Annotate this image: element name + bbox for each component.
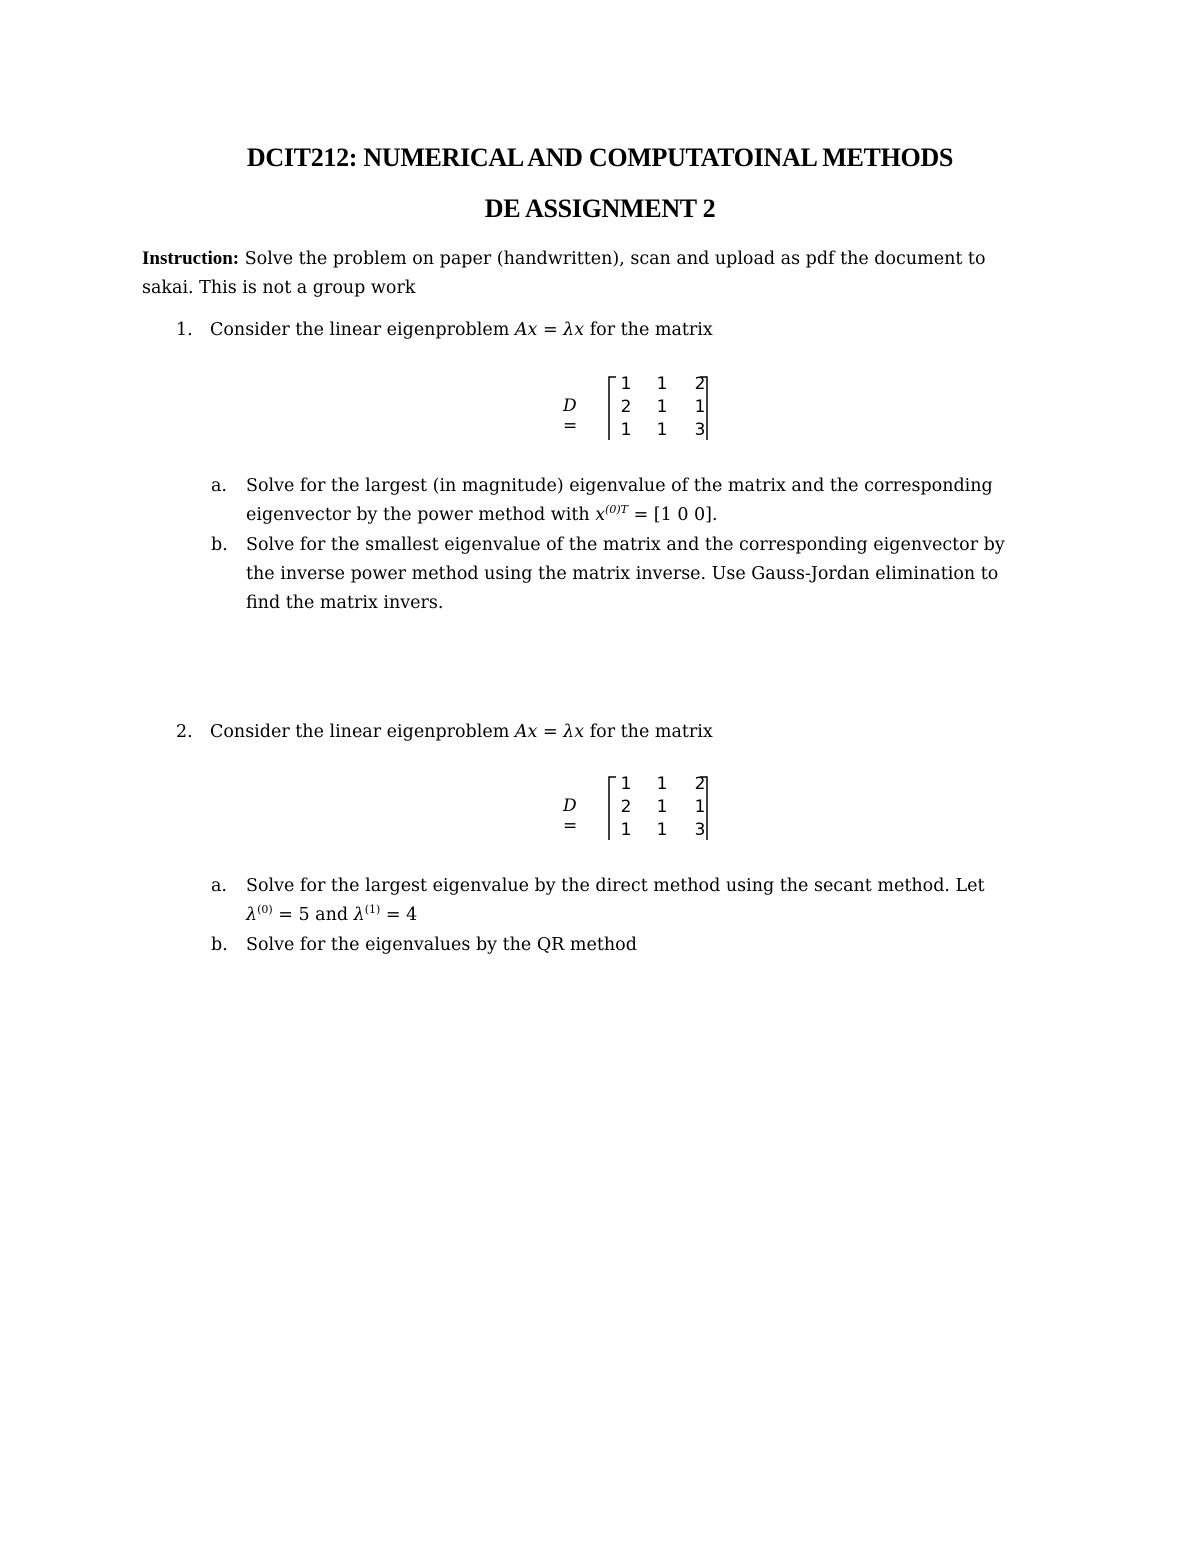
eigen-equation: Ax = λx xyxy=(514,722,585,742)
part-label: a. xyxy=(211,876,227,896)
part-label: b. xyxy=(211,935,228,955)
matrix-cell: 2 xyxy=(620,397,632,417)
x-vector: x xyxy=(595,505,606,525)
part-text-line3: find the matrix invers. xyxy=(246,593,444,613)
stem-suffix: for the matrix xyxy=(584,722,713,742)
question-stem xyxy=(210,718,713,747)
lambda-0-superscript: (0) xyxy=(257,903,273,916)
matrix-cell: 2 xyxy=(694,774,706,794)
part-text xyxy=(246,931,1061,960)
part-text xyxy=(246,472,1061,530)
part-text-line1: Solve for the eigenvalues by the QR method xyxy=(246,935,637,955)
part-text-line2: the inverse power method using the matrix inverse. Use Gauss-Jordan elimination to xyxy=(246,564,999,584)
document-subtitle: DE ASSIGNMENT 2 xyxy=(484,194,716,223)
instruction-text-line2: sakai. This is not a group work xyxy=(142,278,416,298)
instruction-text-line1: Solve the problem on paper (handwritten), scan and upload as pdf the document to xyxy=(239,249,986,269)
part-text-line2-prefix: eigenvector by the power method with xyxy=(246,505,596,525)
matrix-cell: 1 xyxy=(656,374,668,394)
matrix-cell: 1 xyxy=(620,774,632,794)
stem-suffix: for the matrix xyxy=(584,320,713,340)
part-label: a. xyxy=(211,476,227,496)
part-label: b. xyxy=(211,535,228,555)
question-number: 2. xyxy=(176,722,193,742)
lambda-1: λ xyxy=(353,905,365,925)
right-bracket-icon xyxy=(698,376,740,440)
matrix-cell: 1 xyxy=(656,420,668,440)
instruction-paragraph xyxy=(142,244,1062,303)
stem-prefix: Consider the linear eigenproblem xyxy=(210,320,515,340)
instruction-label: Instruction: xyxy=(142,248,240,269)
right-bracket-icon xyxy=(698,776,740,840)
question-number: 1. xyxy=(176,320,193,340)
initial-vector: = [1 0 0]. xyxy=(628,505,718,525)
matrix-cell: 1 xyxy=(694,397,706,417)
part-text-line1: Solve for the largest eigenvalue by the direct method using the secant method. Let xyxy=(246,876,985,896)
part-text-line1: Solve for the largest (in magnitude) eigenvalue of the matrix and the corresponding xyxy=(246,476,993,496)
matrix-label: D = xyxy=(563,796,578,836)
matrix-cell: 1 xyxy=(656,797,668,817)
x-superscript: (0)T xyxy=(605,503,628,516)
matrix-cell: 1 xyxy=(656,774,668,794)
matrix-cell: 2 xyxy=(694,374,706,394)
matrix-cell: 3 xyxy=(694,420,706,440)
matrix-cell: 1 xyxy=(620,374,632,394)
matrix-cell: 1 xyxy=(656,820,668,840)
lambda-mid-text: = 5 and xyxy=(272,905,354,925)
part-text-line1: Solve for the smallest eigenvalue of the matrix and the corresponding eigenvector by xyxy=(246,535,1005,555)
matrix-cell: 3 xyxy=(694,820,706,840)
matrix-label: D = xyxy=(563,396,578,436)
part-text xyxy=(246,872,1061,930)
matrix-cell: 1 xyxy=(656,397,668,417)
matrix-cell: 1 xyxy=(694,797,706,817)
lambda-1-superscript: (1) xyxy=(364,903,381,916)
stem-prefix: Consider the linear eigenproblem xyxy=(210,722,515,742)
lambda-0: λ xyxy=(246,905,258,925)
eigen-equation: Ax = λx xyxy=(514,320,585,340)
lambda-end-text: = 4 xyxy=(380,905,418,925)
part-text xyxy=(246,531,1061,618)
matrix-cell: 2 xyxy=(620,797,632,817)
document-title: DCIT212: NUMERICAL AND COMPUTATOINAL METHODS xyxy=(246,143,954,172)
question-stem xyxy=(210,316,713,345)
matrix-cell: 1 xyxy=(620,820,632,840)
matrix-cell: 1 xyxy=(620,420,632,440)
